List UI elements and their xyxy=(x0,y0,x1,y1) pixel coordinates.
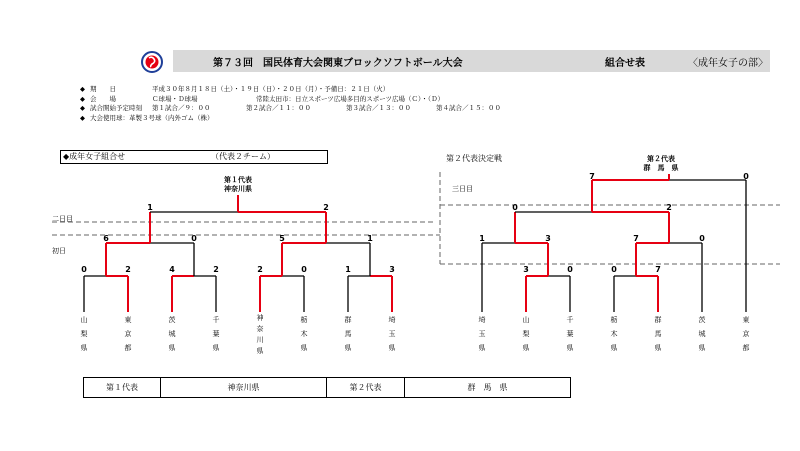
score: 7 xyxy=(589,172,595,181)
score: 0 xyxy=(699,234,705,243)
team-name: 栃 木 県 xyxy=(610,316,618,352)
score: 5 xyxy=(279,234,285,243)
team-name: 栃 木 県 xyxy=(300,316,308,352)
score: 2 xyxy=(666,203,672,212)
score: 7 xyxy=(655,265,661,274)
right-winner: 第２代表 群 馬 県 xyxy=(643,155,679,172)
day2-label: 二日目 xyxy=(52,215,73,223)
score: 1 xyxy=(147,203,153,212)
score: 3 xyxy=(389,265,395,274)
team-name: 群 馬 県 xyxy=(654,316,662,352)
score: 2 xyxy=(257,265,263,274)
document-type: 組合せ表 xyxy=(605,58,645,69)
score: 7 xyxy=(633,234,639,243)
score: 2 xyxy=(125,265,131,274)
playoff-label: 第２代表決定戦 xyxy=(446,154,502,163)
day1-label: 初日 xyxy=(52,247,66,255)
team-name: 茨 城 県 xyxy=(698,316,706,352)
team-name: 東 京 都 xyxy=(742,316,750,352)
team-name: 千 葉 県 xyxy=(212,316,220,352)
category-label: 〈成年女子の部〉 xyxy=(688,58,768,69)
page-title: 第７３回 国民体育大会関東ブロックソフトボール大会 xyxy=(213,58,463,69)
score: 2 xyxy=(213,265,219,274)
score: 4 xyxy=(169,265,175,274)
first-rep-team: 神奈川県 xyxy=(161,378,327,397)
score: 2 xyxy=(323,203,329,212)
score: 3 xyxy=(545,234,551,243)
team-name: 埼 玉 県 xyxy=(478,316,486,352)
team-name: 神 奈 川 県 xyxy=(256,314,264,355)
score: 6 xyxy=(103,234,109,243)
score: 3 xyxy=(523,265,529,274)
second-rep-label: 第２代表 xyxy=(327,378,405,397)
score: 0 xyxy=(567,265,573,274)
left-winner: 第１代表 神奈川県 xyxy=(224,176,252,193)
day3-label: 三日目 xyxy=(452,185,473,193)
score: 1 xyxy=(367,234,373,243)
team-name: 群 馬 県 xyxy=(344,316,352,352)
first-rep-label: 第１代表 xyxy=(84,378,161,397)
score: 0 xyxy=(743,172,749,181)
second-rep-team: 群 馬 県 xyxy=(467,383,508,392)
team-name: 千 葉 県 xyxy=(566,316,574,352)
team-name: 東 京 都 xyxy=(124,316,132,352)
score: 1 xyxy=(345,265,351,274)
score: 0 xyxy=(301,265,307,274)
team-name: 山 梨 県 xyxy=(522,316,530,352)
team-name: 山 梨 県 xyxy=(80,316,88,352)
result-table xyxy=(83,377,571,398)
score: 0 xyxy=(611,265,617,274)
score: 1 xyxy=(479,234,485,243)
team-name: 埼 玉 県 xyxy=(388,316,396,352)
score: 0 xyxy=(512,203,518,212)
score: 0 xyxy=(191,234,197,243)
score: 0 xyxy=(81,265,87,274)
group-header-box: ◆成年女子組合せ （代表２チーム） xyxy=(60,150,328,164)
team-name: 茨 城 県 xyxy=(168,316,176,352)
